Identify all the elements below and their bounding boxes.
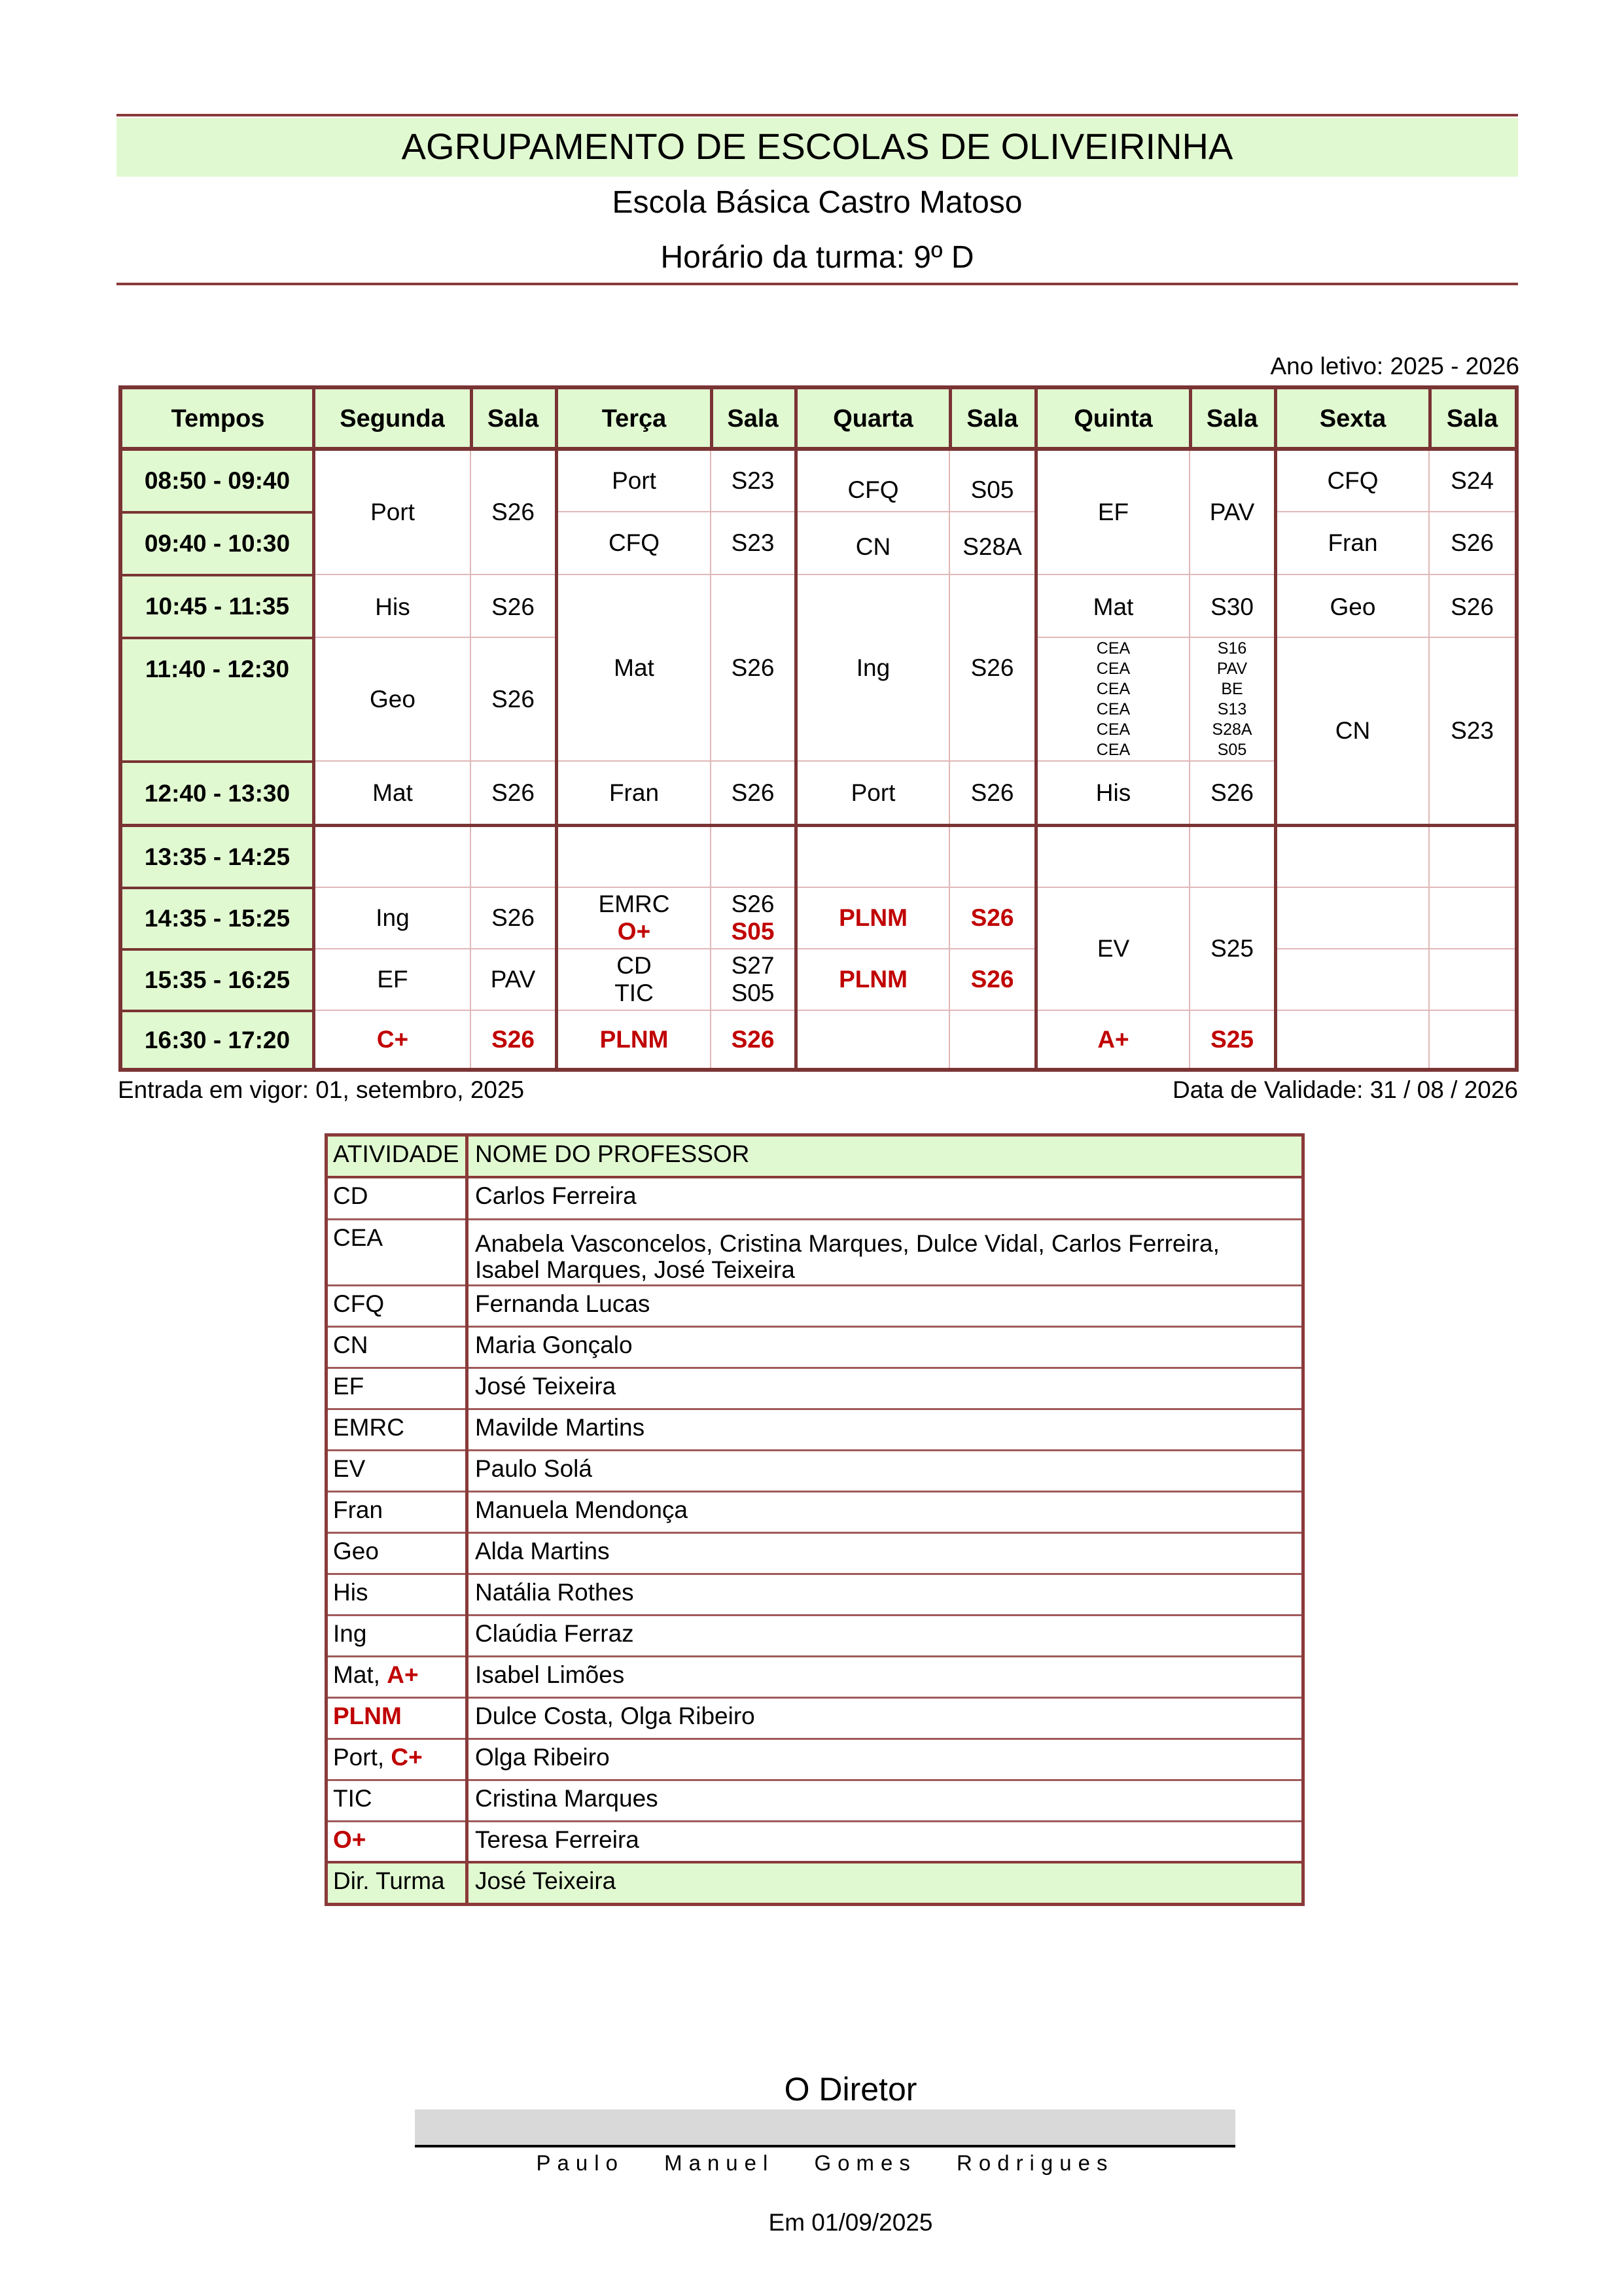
activity-extra: C+ — [391, 1744, 423, 1771]
table-row — [328, 1220, 1301, 1286]
room-cell: PAV — [1209, 499, 1255, 525]
class-label: TIC — [614, 980, 654, 1006]
time-slot: 09:40 - 10:30 — [144, 530, 291, 557]
table-row — [328, 1575, 1301, 1616]
teacher-cell: Cristina Marques — [475, 1785, 658, 1812]
room-cell: S26 — [491, 1025, 535, 1053]
activity-cell: CN — [333, 1332, 368, 1358]
cea-room: S16 — [1217, 639, 1247, 658]
class-label: CD — [616, 952, 652, 979]
time-slot-label: 11:40 - 12:30 — [145, 656, 290, 682]
sign-date: Em 01/09/2025 — [768, 2209, 933, 2236]
class-cell: Port — [851, 779, 896, 806]
class-cell: Geo — [1330, 593, 1376, 620]
table-row — [328, 1616, 1301, 1657]
teacher-cell — [475, 1220, 1293, 1284]
header-top-rule — [116, 114, 1518, 116]
teacher-cell: Olga Ribeiro — [475, 1744, 610, 1771]
teacher-cell: Fernanda Lucas — [475, 1290, 650, 1317]
time-slot — [122, 639, 312, 699]
header-sexta: Sexta — [1319, 405, 1386, 433]
class-cell: Ing — [376, 904, 410, 931]
activity-extra: A+ — [387, 1661, 419, 1688]
activity-cell: EF — [333, 1373, 364, 1400]
table-row — [328, 1451, 1301, 1492]
activity-cell: CEA — [333, 1224, 383, 1251]
class-cell: Mat — [614, 654, 654, 681]
activity-cell: CFQ — [333, 1290, 385, 1317]
teacher-cell: José Teixeira — [475, 1867, 616, 1894]
class-label: O+ — [617, 918, 651, 945]
activity-cell: O+ — [333, 1826, 366, 1853]
director-name: Paulo Manuel Gomes Rodrigues — [536, 2151, 1114, 2175]
class-cell: EV — [1097, 935, 1130, 962]
header-sala: Sala — [1206, 405, 1258, 433]
header-quarta: Quarta — [833, 405, 913, 433]
director-title: O Diretor — [784, 2071, 917, 2108]
header-sala: Sala — [487, 405, 539, 433]
activity-cell: His — [333, 1579, 368, 1606]
class-cell: PLNM — [599, 1025, 669, 1053]
activity-cell — [333, 1657, 464, 1689]
school-group-title: AGRUPAMENTO DE ESCOLAS DE OLIVEIRINHA — [401, 126, 1233, 167]
time-slot: 15:35 - 16:25 — [144, 966, 291, 993]
class-cell: Ing — [856, 654, 891, 681]
cea-room: BE — [1221, 679, 1243, 698]
class-cell: Mat — [372, 779, 413, 806]
header-sala: Sala — [1446, 405, 1498, 433]
header-sala: Sala — [727, 405, 779, 433]
room-cell: S26 — [491, 499, 535, 525]
room-cell: S23 — [731, 529, 775, 556]
room-cell: S05 — [970, 476, 1014, 503]
cea-label: CEA — [1096, 720, 1131, 739]
validity-date: Data de Validade: 31 / 08 / 2026 — [1173, 1076, 1518, 1103]
teacher-cell: Manuela Mendonça — [475, 1496, 688, 1523]
table-row — [328, 1740, 1301, 1781]
class-cell: CFQ — [608, 529, 660, 556]
room-cell: S26 — [491, 904, 535, 931]
room-cell: S25 — [1210, 1025, 1254, 1053]
activity-cell: EV — [333, 1455, 366, 1482]
cea-label: CEA — [1096, 639, 1131, 658]
activity-label: Port, — [333, 1744, 391, 1771]
teachers-header-row — [328, 1137, 1301, 1178]
room-label: S05 — [731, 918, 775, 945]
header-segunda: Segunda — [340, 405, 445, 433]
teachers-table — [325, 1133, 1305, 1906]
table-row — [328, 1286, 1301, 1328]
room-cell — [711, 949, 794, 1010]
room-cell: S30 — [1210, 593, 1254, 620]
teacher-cell: Natália Rothes — [475, 1579, 634, 1606]
signature-box — [415, 2110, 1235, 2145]
class-cell: C+ — [376, 1025, 409, 1053]
activity-label: Mat, — [333, 1661, 387, 1688]
room-cell — [711, 888, 794, 948]
header-sala: Sala — [966, 405, 1018, 433]
activity-cell: TIC — [333, 1785, 372, 1812]
room-cell: S26 — [731, 779, 775, 806]
class-cell: Mat — [1093, 593, 1134, 620]
teacher-cell: Dulce Costa, Olga Ribeiro — [475, 1703, 755, 1729]
time-slot: 14:35 - 15:25 — [144, 905, 291, 932]
teachers-footer-row — [328, 1863, 1301, 1903]
table-row — [328, 1492, 1301, 1534]
time-slot: 13:35 - 14:25 — [144, 843, 291, 870]
room-cell: S23 — [1451, 717, 1494, 744]
teacher-line: Isabel Marques, José Teixeira — [475, 1256, 795, 1283]
school-name: Escola Básica Castro Matoso — [612, 185, 1023, 220]
room-cell: S26 — [731, 1025, 775, 1053]
table-row — [328, 1699, 1301, 1740]
room-label: S05 — [731, 980, 775, 1006]
class-cell — [558, 949, 710, 1010]
activity-cell: EMRC — [333, 1414, 404, 1441]
table-row — [328, 1178, 1301, 1220]
header-bottom-rule — [116, 283, 1518, 285]
class-cell: Port — [612, 467, 656, 494]
room-cell: S26 — [1210, 779, 1254, 806]
class-cell: PLNM — [839, 966, 908, 993]
room-label: S26 — [731, 891, 775, 917]
cea-room: PAV — [1216, 659, 1248, 678]
class-cell: A+ — [1097, 1025, 1129, 1053]
time-slot: 08:50 - 09:40 — [144, 467, 291, 494]
room-cell: S24 — [1451, 467, 1494, 494]
class-cell: Port — [370, 499, 415, 525]
class-title: Horário da turma: 9º D — [660, 240, 974, 275]
room-cell: S23 — [731, 467, 775, 494]
cea-room: S28A — [1212, 720, 1252, 739]
class-cell: His — [375, 593, 410, 620]
class-cell: CFQ — [1327, 467, 1379, 494]
room-cell: S26 — [1451, 593, 1494, 620]
teacher-cell: Teresa Ferreira — [475, 1826, 639, 1853]
class-cell: EF — [377, 966, 408, 993]
activity-cell: Ing — [333, 1620, 367, 1647]
class-cell: His — [1095, 779, 1131, 806]
teacher-cell: Alda Martins — [475, 1538, 610, 1564]
teacher-cell: Claúdia Ferraz — [475, 1620, 634, 1647]
room-cell: PAV — [490, 966, 536, 993]
activity-cell: Geo — [333, 1538, 379, 1564]
header-quinta: Quinta — [1074, 405, 1153, 433]
class-cell: Fran — [609, 779, 660, 806]
teacher-cell: Maria Gonçalo — [475, 1332, 633, 1358]
table-row — [328, 1369, 1301, 1410]
school-year: Ano letivo: 2025 - 2026 — [1270, 353, 1519, 380]
cea-label: CEA — [1096, 679, 1131, 698]
cea-room-cell — [1190, 638, 1274, 760]
room-cell: S25 — [1210, 935, 1254, 962]
table-row — [328, 1328, 1301, 1369]
room-cell: S26 — [731, 654, 775, 681]
table-row — [328, 1822, 1301, 1863]
column-divider — [465, 1137, 468, 1903]
room-cell: S26 — [491, 685, 535, 713]
signature-line — [415, 2145, 1235, 2147]
room-cell: S26 — [491, 593, 535, 620]
header-tempos: Tempos — [171, 405, 265, 433]
time-slot: 16:30 - 17:20 — [144, 1026, 291, 1053]
time-slot: 12:40 - 13:30 — [144, 779, 291, 807]
activity-cell: Fran — [333, 1496, 383, 1523]
teacher-header: NOME DO PROFESSOR — [475, 1140, 750, 1167]
table-row — [328, 1410, 1301, 1451]
cea-room: S05 — [1217, 740, 1247, 759]
header-terca: Terça — [601, 405, 667, 433]
activity-cell: CD — [333, 1182, 368, 1209]
class-cell: CFQ — [847, 476, 899, 503]
teacher-cell: Carlos Ferreira — [475, 1182, 637, 1209]
teacher-line: Anabela Vasconcelos, Cristina Marques, Dulce Vidal, Carlos Ferreira, — [475, 1230, 1220, 1257]
table-row — [328, 1781, 1301, 1822]
teacher-cell: Isabel Limões — [475, 1661, 625, 1688]
teacher-cell: José Teixeira — [475, 1373, 616, 1400]
time-slot: 10:45 - 11:35 — [145, 593, 290, 620]
room-cell: S26 — [970, 966, 1014, 993]
activity-cell — [333, 1740, 464, 1772]
cea-room: S13 — [1217, 699, 1247, 718]
cea-label: CEA — [1096, 659, 1131, 678]
effective-date: Entrada em vigor: 01, setembro, 2025 — [118, 1076, 525, 1103]
room-cell: S26 — [970, 904, 1014, 931]
room-cell: S26 — [491, 779, 535, 806]
table-row — [328, 1534, 1301, 1575]
class-cell — [558, 888, 710, 948]
class-cell: CN — [1335, 717, 1371, 744]
room-cell: S26 — [1451, 529, 1494, 556]
room-cell: S26 — [970, 779, 1014, 806]
activity-cell: PLNM — [333, 1703, 402, 1729]
class-cell: CN — [855, 533, 891, 560]
class-cell: PLNM — [839, 904, 908, 931]
class-cell: EF — [1097, 499, 1129, 525]
class-label: EMRC — [598, 891, 670, 917]
teacher-cell: Paulo Solá — [475, 1455, 592, 1482]
cea-label: CEA — [1096, 699, 1131, 718]
room-cell: S28A — [962, 533, 1022, 560]
room-label: S27 — [731, 952, 775, 979]
room-cell: S26 — [970, 654, 1014, 681]
activity-cell: Dir. Turma — [333, 1867, 445, 1894]
table-row — [328, 1657, 1301, 1699]
class-cell: Geo — [370, 685, 415, 713]
cea-class-cell — [1038, 638, 1189, 760]
class-cell: Fran — [1328, 529, 1378, 556]
cea-label: CEA — [1096, 740, 1131, 759]
teacher-cell: Mavilde Martins — [475, 1414, 645, 1441]
activity-header: ATIVIDADE — [333, 1140, 459, 1167]
timetable — [118, 385, 1519, 1072]
